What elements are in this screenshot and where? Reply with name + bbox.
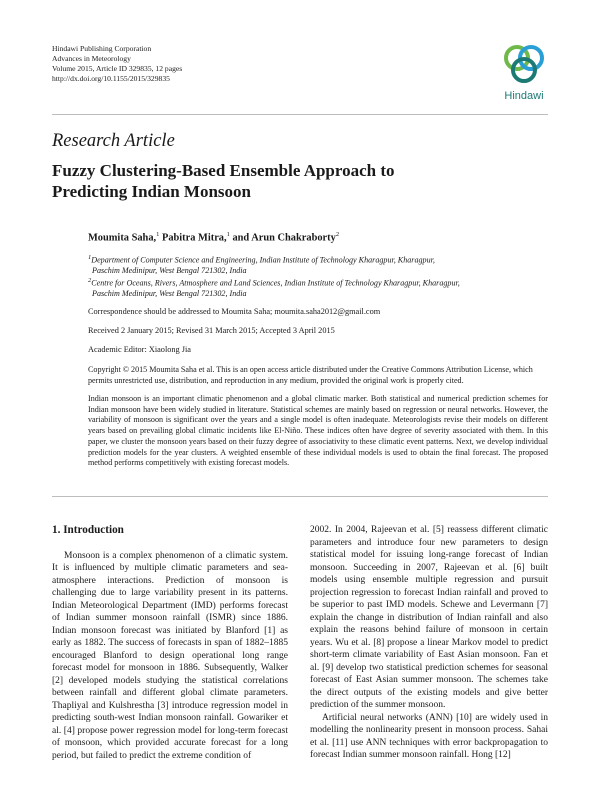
affiliation-marker: 1 — [226, 231, 230, 238]
author-name: Moumita Saha, — [88, 232, 157, 244]
section-heading: 1. Introduction — [52, 524, 124, 536]
affiliation-address: Paschim Medinipur, West Bengal 721302, India — [92, 266, 247, 276]
header-divider — [52, 114, 548, 115]
academic-editor: Academic Editor: Xiaolong Jia — [88, 345, 191, 354]
affiliation-number: 2 — [88, 277, 92, 284]
doi-link[interactable]: http://dx.doi.org/10.1155/2015/329835 — [52, 74, 170, 83]
article-title: Fuzzy Clustering-Based Ensemble Approach to Predicting Indian Monsoon — [52, 161, 395, 201]
abstract-divider — [52, 496, 548, 497]
affiliation-address: Paschim Medinipur, West Bengal 721302, India — [92, 289, 247, 299]
received-dates: Received 2 January 2015; Revised 31 March 2015; Accepted 3 April 2015 — [88, 326, 335, 335]
copyright-notice: Copyright © 2015 Moumita Saha et al. This is an open access article distributed under the Creative Commons Attribution License, which permits unrestricted use, distribution, and reproduction in any medium, provided the original work is properly cited. — [88, 365, 533, 385]
affiliation-marker: 2 — [335, 231, 340, 238]
author-list — [88, 231, 339, 243]
hindawi-logo — [494, 42, 554, 104]
hindawi-rings-icon — [494, 42, 554, 88]
article-type: Research Article — [52, 131, 175, 151]
affiliation-number: 1 — [88, 254, 92, 261]
body-column-left — [52, 524, 288, 762]
journal-name: Advances in Meteorology — [52, 54, 131, 63]
author-name: Pabitra Mitra, — [159, 232, 227, 244]
hindawi-wordmark: Hindawi — [504, 90, 544, 102]
body-column-right — [310, 524, 548, 762]
affiliation-2 — [88, 276, 460, 300]
volume-info: Volume 2015, Article ID 329835, 12 pages — [52, 64, 183, 73]
body-paragraph: Monsoon is a complex phenomenon of a climatic system. It is influenced by multiple climatic parameters and sea-atmosphere interactions. Prediction of monsoon is challenging due to large variability present in its patterns. Indian Meteorological Department (IMD) performs forecast of Indian summer monsoon rainfall (ISMR) since 1886. Indian monsoon forecast was initiated by Blanford [1] as early as 1882. The success of forecasts in span of 1882–1885 encouraged Blanford to design operational long range forecast model for monsoon in 1886. Subsequently, Walker [2] developed models studying the statistical correlations between rainfall and different global climate parameters. Thapliyal and Kulshrestha [3] introduce regression model in predicting south-west Indian monsoon rainfall. Gowariker et al. [4] propose power regression model for long-term forecast of monsoon, which provided accurate forecast for a long period, but failed to predict the extreme condition of — [52, 550, 288, 761]
author-name: and Arun Chakraborty — [229, 232, 336, 244]
affiliation-text: Department of Computer Science and Engineering, Indian Institute of Technology Kharagpur, Kharagpur, — [91, 255, 435, 265]
affiliation-1 — [88, 253, 435, 277]
abstract: Indian monsoon is an important climatic phenomenon and a global climatic marker. Both statistical and numerical prediction schemes for Indian monsoon have been widely studied in literature. Statistical schemes are mainly based on regression or neural networks. However, the variability of monsoon is significant over the years and a single model is often inadequate. Meteorologists revise their models on different years based on prevailing global climatic incidents like El-Niño. These indices often have degree of severity associated with them. In this paper, we cluster the monsoon years based on their fuzzy degree of associativity to these climatic event patterns. Next, we develop individual prediction models for the year clusters. A weighted ensemble of these individual models is used to obtain the final forecast. The proposed method performs competitively with existing forecast models. — [88, 394, 548, 468]
body-paragraph: 2002. In 2004, Rajeevan et al. [5] reassess different climatic parameters and introduce four new parameters to design statistical model for issuing long-range forecast of Indian monsoon. Succeeding in 2007, Rajeevan et al. [6] built models using ensemble multiple regression and pursuit projection regression to forecast Indian rainfall and proved to be superior to past IMD models. Schewe and Levermann [7] explain the change in distribution of Indian rainfall and also explain the reasons behind failure of monsoon in certain years. Wu et al. [8] propose a linear Markov model to predict short-term climate variability of East Asian monsoon. Fan et al. [9] develop two statistical prediction schemes for seasonal forecast of East Asian summer monsoon. The schemes take the direct outputs of the existing models and give better prediction of the summer monsoon. — [310, 525, 548, 710]
affiliation-text: Centre for Oceans, Rivers, Atmosphere and Land Sciences, Indian Institute of Technology Kharagpur, Kharagpur, — [91, 278, 460, 288]
correspondence-line: Correspondence should be addressed to Moumita Saha; moumita.saha2012@gmail.com — [88, 307, 381, 316]
affiliation-marker: 1 — [156, 231, 160, 238]
body-paragraph: Artificial neural networks (ANN) [10] are widely used in modelling the nonlinearity present in monsoon process. Sahai et al. [11] use ANN techniques with error backpropagation to forecast Indian summer monsoon rainfall. Hong [12] — [310, 712, 548, 760]
publisher-name: Hindawi Publishing Corporation — [52, 44, 152, 53]
journal-header — [52, 44, 182, 84]
